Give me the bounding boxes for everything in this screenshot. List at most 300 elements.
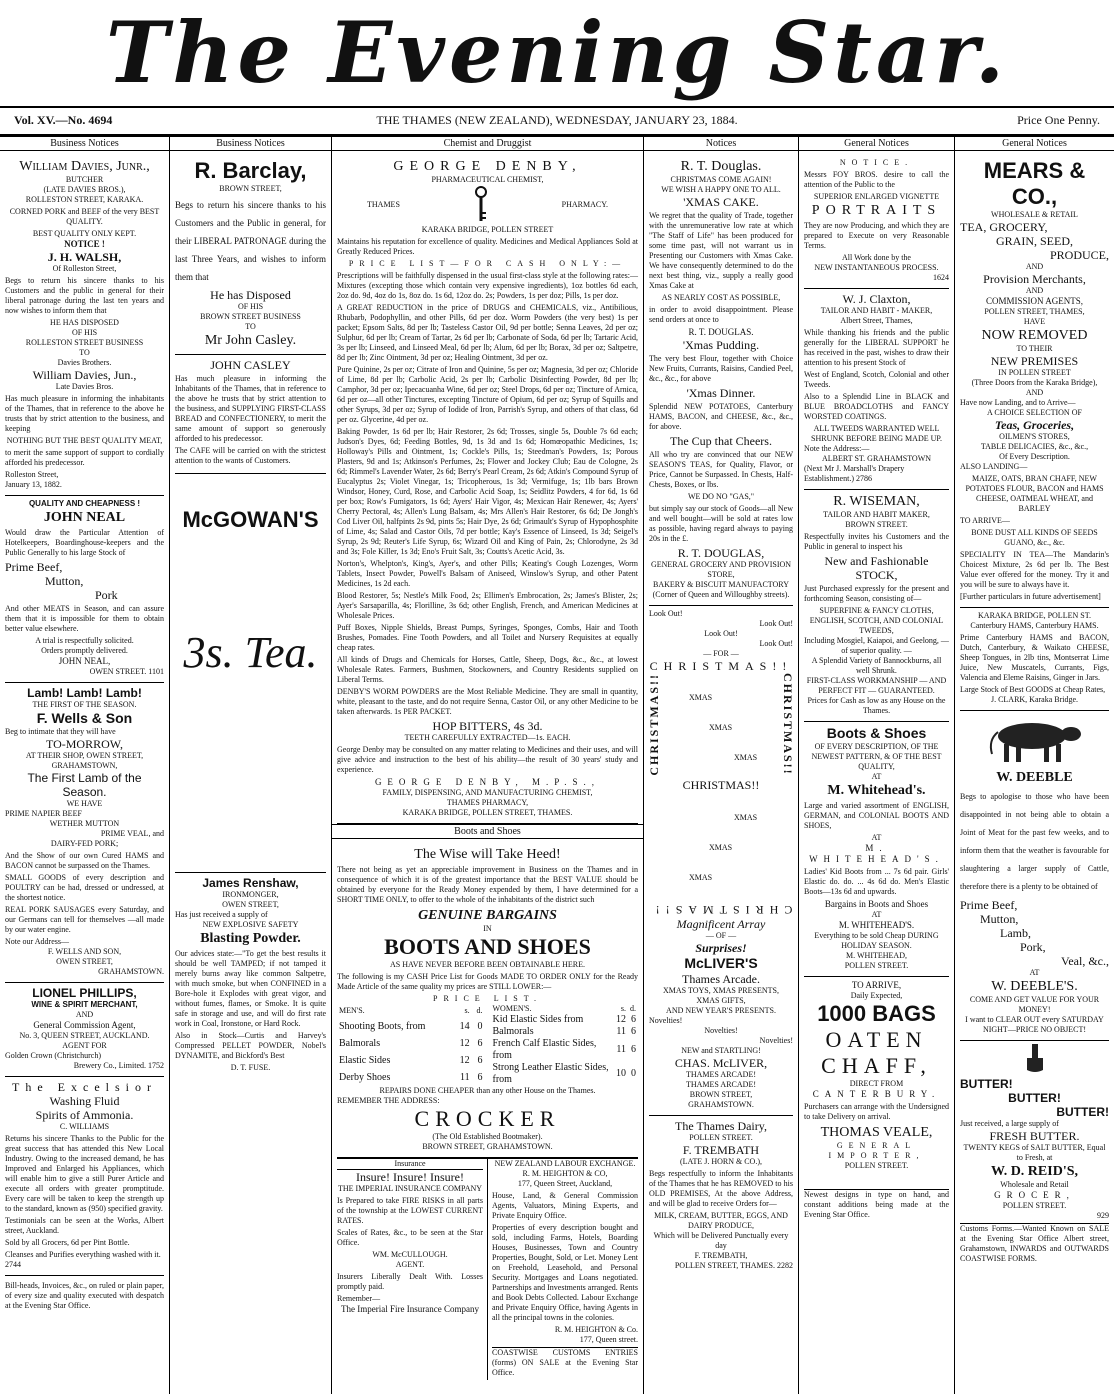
ad-body: The CAFE will be carried on with the strictest attention to the wants of Customers.: [175, 446, 326, 465]
ad-line: AGENT FOR: [62, 1041, 107, 1050]
ad-body: Splendid NEW POTATOES, Canterbury HAMS, BACON, and CHEESE, &c., &c., for above.: [649, 402, 793, 431]
column-6: [955, 136, 1114, 1394]
table-header: s.: [464, 1006, 470, 1016]
ad-body: REAL PORK SAUSAGES every Saturday, and our Germans can tell for themselves —all made by our water engine.: [5, 905, 164, 934]
ad-line: CHRISTMAS!!: [649, 903, 793, 917]
ad-line: Novelties!: [759, 1036, 793, 1045]
ad-line: OATEN: [825, 1027, 928, 1052]
ad-line: OF HIS: [71, 328, 98, 337]
ad-line: XMAS GIFTS,: [696, 996, 746, 1005]
ad-line: AND NEW YEAR'S PRESENTS.: [666, 1006, 776, 1015]
ad-line: ROLLESTON STREET, KARAKA.: [25, 195, 144, 204]
ad-line: BOOTS AND SHOES: [384, 934, 591, 959]
ad-line: NEW and STARTLING!: [681, 1046, 761, 1055]
mears-ad: [960, 155, 1109, 608]
ad-line: PHARMACEUTICAL CHEMIST,: [431, 175, 544, 184]
ad-line: BROWN STREET BUSINESS: [200, 312, 301, 321]
bottom-row: [337, 1158, 638, 1380]
ad-body: All kinds of Drugs and Chemicals for Horses, Cattle, Sheep, Dogs, &c., &c., at lowest Wholesale Rates. Farmers, Bushmen, Stockowners, and Country Residents supplied on Liberal Terms.: [337, 655, 638, 684]
ad-line: WE DO NO "GAS,": [687, 492, 755, 501]
ad-line: NEW EXPLOSIVE SAFETY: [202, 920, 299, 929]
table-cell: 10: [616, 1068, 626, 1079]
ad-line: Novelties!: [649, 1016, 683, 1025]
ad-line: Washing Fluid: [49, 1094, 120, 1108]
ad-line: COME AND GET VALUE FOR YOUR MONEY!: [969, 995, 1100, 1014]
ad-line: THAMES ARCADE!: [685, 1080, 756, 1089]
ad-line: GRAIN, SEED,: [996, 234, 1073, 248]
table-header: WOMEN'S.: [492, 1004, 532, 1013]
ad-line: Look Out!: [704, 629, 738, 638]
ad-line: Golden Crown (Christchurch): [5, 1051, 101, 1060]
ad-line: J. H. WALSH,: [47, 250, 122, 264]
ad-line: CHAS. McLIVER,: [674, 1056, 768, 1070]
ad-line: General Commission Agent,: [33, 1020, 136, 1030]
ad-title: McGOWAN'S: [182, 507, 319, 532]
renshaw-ad: [175, 873, 326, 1078]
christmas-graphic: [649, 673, 793, 903]
ad-line: Prime Beef,: [960, 898, 1018, 912]
ad-line: Spirits of Ammonia.: [35, 1108, 134, 1122]
ad-line: SUPERFINE & FANCY CLOTHS, ENGLISH, SCOTCH, AND COLONIAL TWEEDS,: [809, 606, 944, 635]
ad-line: KARAKA BRIDGE, POLLEN STREET: [421, 225, 554, 234]
ad-line: TAILOR AND HABIT - MAKER,: [820, 306, 933, 315]
masthead: [0, 0, 1114, 105]
ad-line: OF HIS: [237, 302, 264, 311]
table-cell: 0: [631, 1068, 636, 1079]
ad-line: ALSO LANDING—: [960, 462, 1028, 471]
ad-line: IRONMONGER,: [222, 890, 279, 899]
ad-title: William Davies, Junr.,: [19, 159, 150, 174]
ad-line: PRICE LIST—FOR CASH ONLY:—: [348, 259, 627, 268]
ad-line: AT: [871, 833, 882, 842]
ad-line: CHRISTMAS!!: [781, 673, 795, 776]
ad-body: Baking Powder, 1s 6d per lb; Hair Restorer, 2s 6d; Trosses, single 5s, Double 7s 6d each; Judson's Dyes, 6d; Feeding Bottles, 9d, 1s 3d and 1s 6d; Homœopathic Medicines, 1s; Holloway's Pills and Ointment, 1s; Cockle's Pills, 1s; Steedman's Powders, 1s; Porous Plasters, 9d and 1s; Atkinson's Perfumes, 2s; Flower and Jockey Club; Eau de Cologne, 2s 6d; Rimmel's Lavender Water, 2s 6d; Berry's Pearl Cream, 2s 6d; Atkin's Compound Syrup of Eucalyptus 2s; Violet Vinegar, 1s; Tricopherous, 1s 3d; Vermifuge, 1s; 1lb bars Brown Windsor, Honey, Curd, Rose, and Carbolic Acid Soap, 1s; Seidlitz Powders, 4 for 6d, 1s 6d per box; Row's Fumigators, 1s 6d; Ayers' Hair Vigor, 4s; Mexican Hair Renewer, 4s; Ayers' Cherry Pectoral, 4s; Allen's Lung Balsam, 4s; Mrs Allen's Hair Restorer, 6s 6d; De Jongh's Cod Liver Oil, halfpints 2s 9d, pints 5s; Hair Dye, 2s 6d; Grimault's Syrup of Hypophosphite of Lime, 4s; Salad and Castor Oils, 7d per bottle; Kay's Essence of Linseed, 1s 3d; Seigel's Syrup, 2s 9d; Reuter's Life Syrup, 6s; Wizard Oil and King of Pain, 2s; Chlorodyne, 2s 3d and 3s; Fole Killer, 1s 3d; Eno's Fruit Salt, 3s; Coutts's Acetic Acid, 3s.: [337, 427, 638, 556]
ad-line: XMAS: [709, 723, 733, 732]
ad-line: Including Mosgiel, Kaiapoi, and Geelong, — of superior quality. —: [804, 636, 949, 655]
table-cell: Derby Shoes: [339, 1071, 391, 1083]
ad-line: F. TREMBATH,: [694, 1251, 748, 1260]
price-list: [337, 1004, 638, 1086]
ad-body: Our advices state:—"To get the best results it should be well TAMPED; if not tamped it merely burns away like common Saltpetre, with much smoke, but when CONFINED in a Bore-hole it Explodes with great vigor, and without fumes, flames, or Smoke. It is quite safe in storage and use, and will do first rate work in Coal, Ironstone, or Hard Rock.: [175, 949, 326, 1028]
ad-line: BROWN STREET.: [845, 520, 908, 529]
ad-line: THAMES PHARMACY,: [446, 798, 529, 807]
ad-line: AGENT.: [395, 1260, 425, 1269]
ad-line: BROWN STREET,: [219, 184, 282, 193]
ad-title: JOHN CASLEY: [210, 358, 291, 372]
ad-line: NEW INSTANTANEOUS PROCESS.: [814, 263, 939, 272]
foy-ad: [804, 155, 949, 289]
wiseman-ad: [804, 490, 949, 722]
ad-line: HOP BITTERS, 4s 3d.: [432, 719, 543, 733]
ad-line: FAMILY, DISPENSING, AND MANUFACTURING CHEMIST,: [382, 788, 593, 797]
table-row: [337, 1035, 485, 1052]
ad-body: We regret that the quality of Trade, together with the unremunerative low rate at which "The Staff of Life" has been produced for some time past, will not warrant us in Presenting our Customers with Xmas Cake. We have consequently determined to do the next best thing, viz., supply a really good Xmas Cake at: [649, 211, 793, 290]
ad-number: 1752: [148, 1061, 164, 1070]
ad-body: Purchasers can arrange with the Undersigned to take Delivery on arrival.: [804, 1102, 949, 1121]
ad-line: Mr John Casley.: [204, 333, 297, 348]
ad-line: PRICE LIST.: [433, 994, 542, 1003]
ad-line: Mutton,: [45, 574, 84, 588]
ad-line: Pork,: [1020, 940, 1046, 954]
ad-line: POLLEN STREET.: [844, 961, 909, 970]
ad-line: The Cup that Cheers.: [670, 434, 772, 448]
ad-body: There not being as yet an appreciable improvement in Business on the Thames and in consequence of which it is of the greatest importance that the BEST VALUE should be obtained by everyone for the Ready Money expended by them, I have determined for a SHORT TIME ONLY, to offer to the whole of the inhabitants of the district such: [337, 865, 638, 904]
ad-body: Customs Forms.—Wanted Known on SALE at the Evening Star Office Albert street, Grahamstown, INWARDS and OUTWARDS COASTWISE FORMS.: [960, 1224, 1109, 1263]
ad-body: COASTWISE CUSTOMS ENTRIES (forms) ON SALE at the Evening Star Office.: [492, 1348, 638, 1377]
reid-ad: [960, 1041, 1109, 1271]
ad-line: Look Out!: [649, 609, 683, 618]
ad-title: W. DEEBLE: [996, 770, 1073, 785]
ad-line: (LATE DAVIES BROS.),: [43, 185, 126, 194]
ad-line: NOW REMOVED: [981, 328, 1088, 343]
section-heading: Boots and Shoes: [332, 824, 643, 839]
ad-line: C. WILLIAMS: [59, 1122, 110, 1131]
ad-line: Daily Expected,: [850, 991, 903, 1000]
table-cell: 12: [616, 1014, 626, 1025]
ad-line: He has Disposed: [210, 288, 291, 302]
ad-line: COMMISSION AGENTS,: [985, 296, 1083, 306]
table-cell: Elastic Sides: [339, 1054, 391, 1066]
ad-title: NOTICE.: [839, 158, 914, 167]
ad-line: OWEN STREET,: [222, 900, 279, 909]
ad-line: NOTICE !: [64, 239, 105, 249]
place-date: THE THAMES (NEW ZEALAND), WEDNESDAY, JANUARY 23, 1884.: [376, 113, 738, 127]
column-heading: Business Notices: [170, 136, 331, 151]
claxton-ad: [804, 289, 949, 490]
ad-line: F. TREMBATH: [682, 1143, 760, 1157]
ad-line: OILMEN'S STORES,: [999, 432, 1070, 441]
ad-line: THE FIRST OF THE SEASON.: [32, 700, 137, 709]
ad-line: BROWN STREET, GRAHAMSTOWN.: [422, 1142, 553, 1151]
ad-line: CHRISTMAS!!: [682, 778, 760, 792]
ad-line: (Corner of Queen and Willoughby streets).: [652, 590, 790, 599]
ad-title: TO ARRIVE,: [851, 980, 902, 990]
ad-line: CORNED PORK and BEEF of the very BEST QUALITY.: [9, 207, 160, 226]
ad-line: XMAS TOYS, XMAS PRESENTS,: [663, 986, 779, 995]
ad-line: Note our Address—: [5, 937, 69, 946]
ad-line: NEW PREMISES: [990, 354, 1079, 368]
ad-line: 'Xmas Dinner.: [686, 386, 756, 400]
excelsior-ad: [5, 1077, 164, 1276]
ad-body: Large and varied assortment of ENGLISH, GERMAN, and COLONIAL BOOTS AND SHOES,: [804, 801, 949, 830]
ad-line: GENUINE BARGAINS: [418, 908, 557, 923]
ad-line: Have now Landing, and to Arrive—: [960, 398, 1076, 407]
mcliver-ad: [649, 606, 793, 1116]
ad-line: WE HAVE: [66, 799, 103, 808]
ad-line: R. T. DOUGLAS,: [677, 546, 765, 560]
ad-body: George Denby may be consulted on any matter relating to Medicines and their uses, and will give advice and instruction to the best of his ability—the result of 30 years' study and experience.: [337, 745, 638, 774]
ad-line: The Imperial Fire Insurance Company: [341, 1304, 479, 1314]
ad-line: TO: [245, 322, 256, 331]
ad-line: MILK, CREAM, BUTTER, EGGS, AND DAIRY PRODUCE,: [654, 1211, 788, 1230]
ad-line: POLLEN STREET, THAMES.: [674, 1261, 775, 1270]
ad-line: XMAS: [689, 873, 713, 882]
ad-line: WE WISH A HAPPY ONE TO ALL.: [661, 185, 781, 194]
table-cell: 11: [616, 1044, 626, 1055]
ad-title: F. Wells & Son: [36, 710, 133, 726]
ad-line: IN: [483, 924, 492, 933]
mcgowan-ad: [175, 474, 326, 873]
ad-title: James Renshaw,: [202, 876, 299, 890]
ad-line: Large Stock of Best GOODS at Cheap Rates,: [960, 685, 1106, 694]
newspaper-title: The Evening Star.: [105, 3, 1009, 102]
ad-line: PORTRAITS: [811, 203, 942, 218]
ad-line: REPAIRS DONE CHEAPER than any other House on the Thames.: [379, 1086, 596, 1095]
ad-line: AT THEIR SHOP, OWEN STREET, GRAHAMSTOWN,: [25, 751, 144, 770]
table-row: [337, 1018, 485, 1035]
douglas-ad: [649, 155, 793, 606]
ad-body: to merit the same support of support to cordially afforded his predecessor.: [5, 448, 164, 467]
ad-line: M. Whitehead's.: [827, 783, 926, 798]
ad-line: Teas, Groceries,: [994, 418, 1075, 432]
ad-line: (LATE J. HORN & CO.),: [680, 1157, 762, 1166]
ad-title: MEARS & CO.,: [983, 158, 1086, 209]
ad-line: TWENTY KEGS of SALT BUTTER, Equal to Fresh, at: [963, 1143, 1106, 1162]
ad-line: M. WHITEHEAD'S.: [809, 843, 944, 864]
ad-body: Also to a Splendid Line in BLACK and BLUE BROADCLOTHS and FANCY WORSTED COATINGS.: [804, 392, 949, 421]
ad-line: IN POLLEN STREET: [998, 368, 1071, 377]
ad-line: XMAS: [734, 813, 758, 822]
ad-line: J. CLARK, Karaka Bridge.: [990, 695, 1079, 704]
ad-body: And the Show of our own Cured HAMS and BACON cannot be surpassed on the Thames.: [5, 851, 164, 870]
ad-line: R. M. HEIGHTON & Co.: [554, 1325, 638, 1334]
ad-line: TO ARRIVE—: [960, 516, 1010, 525]
table-cell: Strong Leather Elastic Sides, from: [492, 1062, 609, 1085]
ad-line: GEORGE DENBY, M.P.S.,: [374, 777, 601, 787]
ad-line: BUTTER!: [1056, 1105, 1109, 1119]
ad-line: (Three Doors from the Karaka Bridge),: [971, 378, 1098, 387]
ad-line: GRAHAMSTOWN.: [688, 1100, 754, 1109]
ad-body: House, Land, & General Commission Agents, Valuators, Mining Experts, and Private Enquiry Office.: [492, 1191, 638, 1220]
ad-line: 1000 BAGS: [817, 1001, 936, 1026]
ad-line: Beg to intimate that they will have: [5, 727, 116, 736]
table-cell: 6: [477, 1037, 483, 1049]
ad-line: POLLEN STREET, THAMES,: [984, 307, 1085, 316]
ad-body: in order to avoid disappointment. Please send orders at once to: [649, 305, 793, 324]
ad-line: FIRST-CLASS WORKMANSHIP — AND PERFECT FIT — GUARANTEED.: [806, 676, 947, 695]
ad-line: TO-MORROW,: [45, 737, 123, 751]
ad-line: Brewery Co., Limited.: [73, 1061, 146, 1070]
ad-line: CANTERBURY.: [812, 1089, 941, 1099]
ad-line: WHOLESALE & RETAIL: [991, 210, 1078, 219]
ad-body: A GREAT REDUCTION in the price of DRUGS and CHEMICALS, viz., Antibilious, Rhubarb, Podophyllin, and other Pills, 6d per doz. Worm Powders (the very best) 1s per packet; Epsom Salts, 8d per lb; Tasteless Castor Oil, 9d per bottle; Senna Leaves, 2d per oz; Sulphur, 6d per lb; Cream of Tartar, 2s 6d per lb; Carbonate of Soda, 6d per lb; Tartaric Acid, 3s per lb; Linseed, and Linseed Meal, 6d per lb; Alum, 6d per lb; Borax, 3d per oz; Saltpetre, 8d per lb; Zinc Ointment, 3d per oz; Healing Ointment, 3d per oz.: [337, 303, 638, 362]
ad-line: FRESH BUTTER.: [989, 1129, 1080, 1143]
ad-line: THOMAS VEALE,: [820, 1125, 933, 1140]
ad-line: REMEMBER THE ADDRESS:: [337, 1096, 440, 1105]
veale-ad: [804, 977, 949, 1227]
ad-line: PRIME NAPIER BEEF: [5, 809, 82, 818]
ad-line: DIRECT FROM: [849, 1079, 904, 1088]
ad-body: Begs to apologise to those who have been disappointed in not being able to obtain a Joint of Meat for the past few weeks, and to inform them that the weather is favourable for slaughtering a larger supply of Cattle, therefore there is a plenty to be obtained of: [960, 792, 1109, 891]
table-cell: 0: [477, 1020, 483, 1032]
volume-number: Vol. XV.—No. 4694: [14, 113, 113, 127]
denby-ad: [337, 155, 638, 824]
labour-ad: [488, 1159, 638, 1380]
ad-line: JOHN NEAL,: [58, 656, 111, 666]
ad-body: Is Prepared to take FIRE RISKS in all parts of the township at the LOWEST CURRENT RATES.: [337, 1196, 483, 1225]
ad-line: GENERAL GROCERY AND PROVISION STORE,: [650, 560, 792, 579]
ad-body: West of England, Scotch, Colonial and other Tweeds.: [804, 370, 949, 389]
casley-ad: [175, 355, 326, 474]
ad-body: Insurers Liberally Dealt With. Losses promptly paid.: [337, 1272, 483, 1291]
ad-body: Blood Restorer, 5s; Nestle's Milk Food, 2s; Ellimen's Embrocation, 2s; James's Blister, 2s; Ayer's Sarsaparilla, 4s; Florilline, 3s 6d; other English, French, and American Medicines at Wholesale Prices.: [337, 591, 638, 620]
ad-line: PHARMACY.: [561, 200, 608, 209]
ad-body: Scales of Rates, &c., to be seen at the Star Office.: [337, 1228, 483, 1247]
table-header: d.: [476, 1006, 483, 1016]
column-1: [0, 136, 170, 1394]
ad-line: F. WELLS AND SON,: [47, 947, 122, 956]
ad-line: New and Fashionable STOCK,: [824, 554, 929, 582]
barclay-ad: [175, 155, 326, 355]
ad-body: All who try are convinced that our NEW SEASON'S TEAS, for Quality, Flavor, or Price, Cannot be Surpassed. In Chests, Half-Chests, Boxes, or lbs.: [649, 450, 793, 489]
ad-line: CHRISTMAS!!: [647, 673, 661, 776]
ad-line: HAVE: [1023, 317, 1046, 326]
ad-body: The very best Flour, together with Choice New Fruits, Currants, Raisins, Candied Peel, &c., &c., for above: [649, 354, 793, 383]
ad-body: BONE DUST ALL KINDS OF SEEDS GUANO, &c., &c.: [971, 528, 1098, 547]
ad-line: GENERAL IMPORTER,: [828, 1141, 925, 1160]
ad-body: Would draw the Particular Attention of Hotelkeepers, Boardinghouse-keepers and the Public Generally to his large Stock of: [5, 528, 164, 557]
pointing-hand-icon: [960, 1044, 1109, 1077]
table-header: s.: [620, 1004, 626, 1013]
ad-line: AND: [75, 1010, 94, 1019]
table-cell: Balmorals: [492, 1026, 534, 1037]
table-row: [337, 1069, 485, 1086]
ad-body: Properties of every description bought and sold, including Farms, Hotels, Boarding Houses, Businesses, Town and Country Properties, Bought, Sold, or Let. Money Lent on Freehold, Leasehold, and Personal Security. Mortgages and Loans negotiated. Partnerships and Investments arranged. Rents and Book Debts Collected. Labour Exchange and Private Enquiry Office, having Agents in all the principal towns in the colonies.: [492, 1223, 638, 1322]
ad-title: Lamb! Lamb! Lamb!: [27, 686, 142, 700]
table-header: MEN'S.: [339, 1006, 365, 1016]
ad-line: Novelties!: [704, 1026, 738, 1035]
ad-line: Just received, a large supply of: [960, 1119, 1059, 1128]
ad-title: The Wise will Take Heed!: [414, 847, 561, 862]
ad-body: Also in Stock—Curtis and Harvey's Compressed PELLET POWDER, Nobel's DYNAMITE, and Bickford's Best: [175, 1031, 326, 1060]
ad-line: Look Out!: [759, 639, 793, 648]
ad-title: W. J. Claxton,: [842, 292, 911, 306]
ad-body: And other MEATS in Season, and can assure them that it is impossible for them to obtain better value elsewhere.: [5, 604, 164, 633]
ad-line: SUPERIOR ENLARGED VIGNETTE: [813, 192, 940, 201]
ad-line: Prime Beef,: [5, 560, 63, 574]
dateline: [0, 106, 1114, 136]
ad-line: CHAFF,: [821, 1053, 932, 1078]
ad-title: McLIVER'S: [684, 955, 758, 971]
ad-line: W. DEEBLE'S.: [991, 979, 1078, 994]
ad-number: 929: [1097, 1211, 1109, 1220]
ad-body: MAIZE, OATS, BRAN CHAFF, NEW POTATOES FLOUR, BACON and HAMS CHEESE, OATMEAL WHEAT, and BARLEY: [965, 474, 1104, 513]
ad-line: 3s. Tea.: [183, 628, 318, 677]
price: Price One Penny.: [1017, 113, 1100, 127]
ad-line: Pork: [95, 588, 118, 602]
ad-line: All Work done by the: [842, 253, 911, 262]
ad-line: A trial is respectfully solicited.: [35, 636, 134, 645]
ad-line: Of Rolleston Street,: [52, 264, 117, 273]
ad-body: Returns his sincere Thanks to the Public for the great success that has attended this New Local Industry. Owing to the increased demand, he has Improved and Enlarged his Appliances, which will enable him to give a still Purer Article and execute all orders with greater promptitude. Every care will be taken to keep the strength up to the standard, known as (950) specified gravity.: [5, 1134, 164, 1213]
ad-line: BUTCHER: [65, 175, 104, 184]
ad-body: Just Purchased expressly for the present and forthcoming Season, consisting of—: [804, 584, 949, 603]
ad-line: ROLLESTON STREET BUSINESS: [25, 338, 144, 347]
mens-price-table: [337, 1004, 485, 1086]
whitehead-ad: [804, 722, 949, 977]
ad-line: AT: [1029, 968, 1040, 977]
ad-body: Newest designs in type on hand, and constant additions being made at the Evening Star Office.: [804, 1190, 949, 1219]
ad-line: [Further particulars in future advertisement]: [960, 592, 1101, 601]
ad-title: Boots & Shoes: [826, 725, 927, 741]
ad-line: BUTTER!: [1008, 1091, 1061, 1105]
table-cell: 11: [616, 1026, 626, 1037]
ad-line: AT: [871, 772, 882, 781]
cow-icon: [960, 714, 1109, 769]
table-header: d.: [630, 1004, 636, 1013]
ad-title: LIONEL PHILLIPS,: [32, 986, 137, 1000]
ad-body: Norton's, Whelpton's, King's, Ayer's, and other Pills; Keating's Cough Lozenges, Worm Tablets, Insect Powder, Powell's Balsam of Aniseed, Winslow's Syrup, and other Patent Medicines, 1s 2d each.: [337, 559, 638, 588]
ad-line: A CHOICE SELECTION OF: [987, 408, 1082, 417]
ad-body: Prime Canterbury HAMS and BACON, Dutch, Canterbury, & Waikato CHEESE, Sheep Tongues, in 2lb tins, Montserrat Lime Juice, New Muscatels, Currants, Figs, Valencia and Eleme Raisins, Ginger in Jars.: [960, 633, 1109, 682]
ad-line: TEETH CAREFULLY EXTRACTED—1s. EACH.: [404, 733, 571, 742]
ad-line: GROCER,: [994, 1190, 1075, 1200]
ad-line: AS NEARLY COST AS POSSIBLE,: [661, 293, 781, 302]
table-row: [337, 1052, 485, 1069]
ad-line: GRAHAMSTOWN.: [98, 967, 164, 976]
ad-line: Of Every Description.: [999, 452, 1070, 461]
ad-line: AND: [1025, 388, 1044, 397]
ad-number: 2282: [777, 1261, 793, 1270]
column-heading: Chemist and Druggist: [332, 136, 643, 151]
ad-line: QUALITY AND CHEAPNESS !: [28, 499, 141, 508]
ad-line: TO: [79, 348, 90, 357]
dairy-ad: [649, 1116, 793, 1276]
ad-line: TAILOR AND HABIT MAKER,: [823, 510, 930, 519]
ad-body: Messrs FOY BROS. desire to call the attention of the Public to the: [804, 170, 949, 189]
ad-title: The Excelsior: [12, 1080, 157, 1094]
ad-line: NOTHING BUT THE BEST QUALITY MEAT,: [6, 436, 163, 445]
ad-body: Bill-heads, Invoices, &c., on ruled or plain paper, of every size and quality executed with despatch at the Evening Star Office.: [5, 1281, 164, 1310]
ad-line: POLLEN STREET.: [689, 1133, 753, 1142]
ad-line: W. D. REID'S,: [990, 1164, 1078, 1179]
deeble-ad: [960, 711, 1109, 1041]
table-cell: 14: [459, 1020, 470, 1032]
table-cell: 6: [631, 1026, 636, 1037]
ad-line: OWEN STREET,: [56, 957, 113, 966]
ad-body: DENBY'S WORM POWDERS are the Most Reliable Medicine. They are small in quantity, white, pleasant to the taste, and do not require Senna, Castor Oil, or any other Medicine to be taken afterwards. 1s PER PACKET.: [337, 687, 638, 716]
ad-body: Sold by all Grocers, 6d per Pint Bottle.: [5, 1238, 130, 1247]
ad-line: OWEN STREET.: [89, 667, 147, 676]
ad-line: William Davies, Jun.,: [32, 368, 137, 382]
table-cell: 6: [631, 1014, 636, 1025]
ad-line: 177, Queen Street, Auckland,: [517, 1179, 613, 1188]
ad-line: KARAKA BRIDGE, POLLEN STREET, THAMES.: [402, 808, 573, 817]
ad-line: POLLEN STREET.: [844, 1161, 909, 1170]
ad-line: — OF —: [705, 931, 737, 940]
ad-line: WINE & SPIRIT MERCHANT,: [31, 1000, 138, 1009]
ad-line: Has just received a supply of: [175, 910, 268, 919]
column-heading: General Notices: [799, 136, 954, 151]
ad-body: SMALL GOODS of every description and POULTRY can be had, dressed or undressed, at the shortest notice.: [5, 873, 164, 902]
ad-body: Has much pleasure in informing the inhabitants of the Thames, that in reference to the above he trusts that by strict attention to the business, and keeping: [5, 394, 164, 433]
clark-ad: [960, 608, 1109, 711]
ad-body: Pure Quinine, 2s per oz; Citrate of Iron and Quinine, 5s per oz; Magnesia, 3d per oz; Chloride of Lime, 8d per lb; Carbolic Acid, 2s per lb; Carbolic Disinfecting Powder, 8d per lb; Camphor, 3d per oz; Ipecacuanha Wine, 6d per oz; Steel Drops, 6d per oz; Tincture of Arnica, 6d per oz—all other Tinctures, excepting Tincture of Opium, 6d per oz; Syrup of Squills and other Syrups, 3d per oz; Syrup of Iodide of Iron, Parrish's Syrup, and others of that class, 6d per oz. Glycerine, 4d per oz.: [337, 365, 638, 424]
ad-line: No. 3, QUEEN STREET, AUCKLAND.: [19, 1031, 150, 1040]
ad-line: A Splendid Variety of Bannockburns, all well Shrunk.: [811, 656, 942, 675]
table-cell: 11: [459, 1071, 470, 1083]
ad-line: WETHER MUTTON: [49, 819, 120, 828]
ad-line: Magnificent Array: [676, 917, 766, 931]
ad-line: Canterbury HAMS, Canterbury HAMS.: [970, 621, 1099, 630]
table-row: [491, 1062, 639, 1086]
ad-line: Thames Arcade.: [682, 972, 760, 986]
ad-line: Davies Brothers.: [57, 358, 112, 367]
ad-line: TABLE DELICACIES, &c., &c.,: [980, 442, 1089, 451]
ad-line: TO THEIR: [1016, 344, 1053, 353]
ad-line: THAMES ARCADE!: [685, 1070, 756, 1079]
ad-line: Provision Merchants,: [983, 272, 1086, 286]
